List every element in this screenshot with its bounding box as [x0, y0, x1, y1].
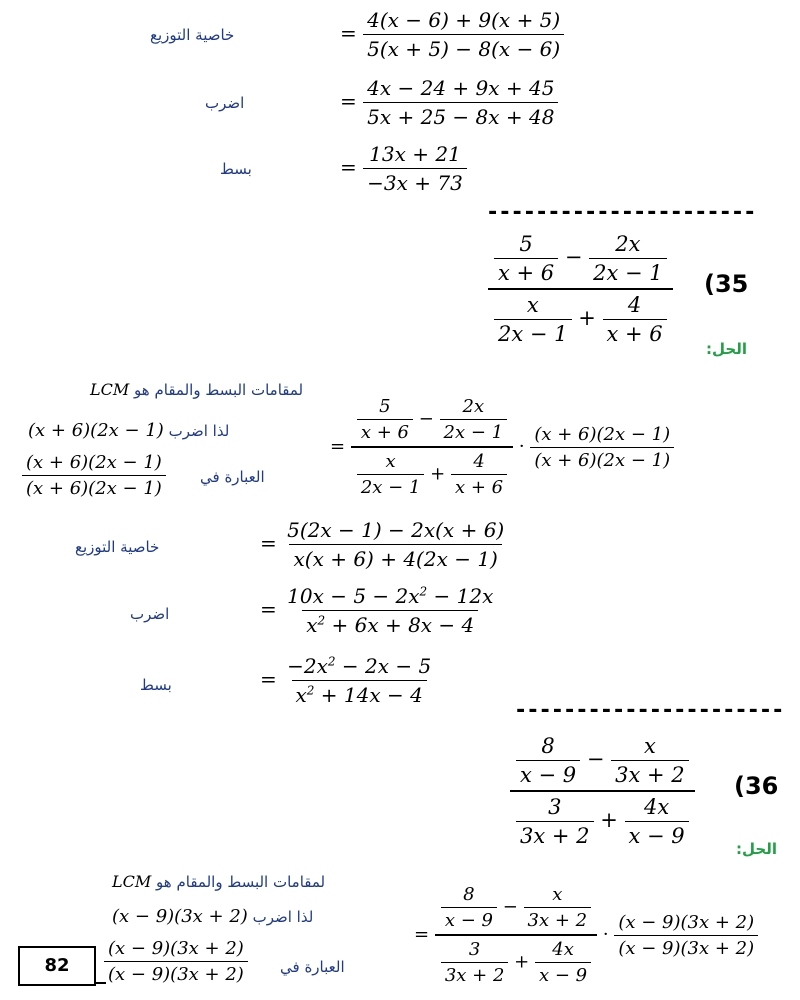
- lcm-note-36-text: لمقامات البسط والمقام هو: [156, 873, 326, 891]
- lcm-multiply-35: لذا اضرب (x + 6)(2x − 1): [28, 420, 230, 441]
- problem-35-step-multiply: = $\frac{10x - 5 - 2x^2 - 12x}{x^2 + 6x + 8x - 4}$: [260, 584, 494, 637]
- separator-line: ----------------------: [486, 200, 756, 225]
- lcm-multiply-35-text: لذا اضرب: [168, 422, 230, 440]
- lcm-fraction-35: $\frac{(x + 6)(2x - 1)}{(x + 6)(2x - 1)}$: [22, 452, 166, 499]
- problem-36-multiply-equation: = $\frac{8}{x - 9}$ − $\frac{x}{3x + 2}$ $\frac{3}{3x + 2}$ + $\frac{4x}{x - 9}$ · $\frac{(x - 9)(3x + 2)}{(x - 9)(3x + 2)}$: [414, 884, 758, 986]
- step-label-multiply: اضرب: [205, 94, 245, 112]
- problem-36-solution-label: الحل:: [736, 840, 777, 858]
- separator-line-2: ----------------------: [514, 698, 784, 723]
- step-label-distribute-35: خاصية التوزيع: [75, 538, 160, 556]
- lcm-fraction-36: $\frac{(x - 9)(3x + 2)}{(x - 9)(3x + 2)}$: [104, 938, 248, 985]
- page-number: 82: [18, 946, 96, 986]
- problem-35-solution-label: الحل:: [706, 340, 747, 358]
- lcm-symbol-36: LCM: [112, 872, 152, 891]
- step-label-simplify: بسط: [220, 160, 252, 178]
- problem-35-multiply-equation: = $\frac{5}{x + 6}$ − $\frac{2x}{2x - 1}$ $\frac{x}{2x - 1}$ + $\frac{4}{x + 6}$ · $\frac{(x + 6)(2x - 1)}{(x + 6)(2x - 1)}$: [330, 396, 674, 498]
- lcm-multiply-36: لذا اضرب (x − 9)(3x + 2): [112, 906, 314, 927]
- problem-35-number: (35: [704, 270, 749, 298]
- lcm-multiply-36-text: لذا اضرب: [252, 908, 314, 926]
- step-label-multiply-35: اضرب: [130, 605, 170, 623]
- lcm-expression-35: العبارة في: [200, 468, 265, 486]
- equation-step-multiply-prev: = $\frac{4x - 24 + 9x + 45}{5x + 25 - 8x + 48}$: [340, 76, 558, 129]
- problem-36-expression: $\frac{8}{x - 9}$ − $\frac{x}{3x + 2}$ $\frac{3}{3x + 2}$ + $\frac{4x}{x - 9}$: [510, 734, 695, 848]
- equation-step-distribute-prev: = $\frac{4(x - 6) + 9(x + 5)}{5(x + 5) - 8(x - 6)}$: [340, 8, 564, 61]
- lcm-expression-36: العبارة في: [280, 958, 345, 976]
- problem-35-step-simplify: = $\frac{-2x^2 - 2x - 5}{x^2 + 14x - 4}$: [260, 654, 432, 707]
- lcm-note-35-text: لمقامات البسط والمقام هو: [134, 381, 304, 399]
- problem-36-number: (36: [734, 772, 779, 800]
- step-label-distribute: خاصية التوزيع: [150, 26, 235, 44]
- problem-35-step-distribute: = $\frac{5(2x - 1) - 2x(x + 6)}{x(x + 6) + 4(2x - 1)}$: [260, 518, 505, 571]
- equation-step-simplify-prev: = $\frac{13x + 21}{-3x + 73}$: [340, 142, 467, 195]
- lcm-note-36: [112, 872, 325, 891]
- problem-35-expression: $\frac{5}{x + 6}$ − $\frac{2x}{2x - 1}$ $\frac{x}{2x - 1}$ + $\frac{4}{x + 6}$: [488, 232, 673, 346]
- lcm-symbol-35: LCM: [90, 380, 130, 399]
- page-footer-line: [96, 982, 106, 984]
- lcm-note-35: [90, 380, 303, 399]
- step-label-simplify-35: بسط: [140, 676, 172, 694]
